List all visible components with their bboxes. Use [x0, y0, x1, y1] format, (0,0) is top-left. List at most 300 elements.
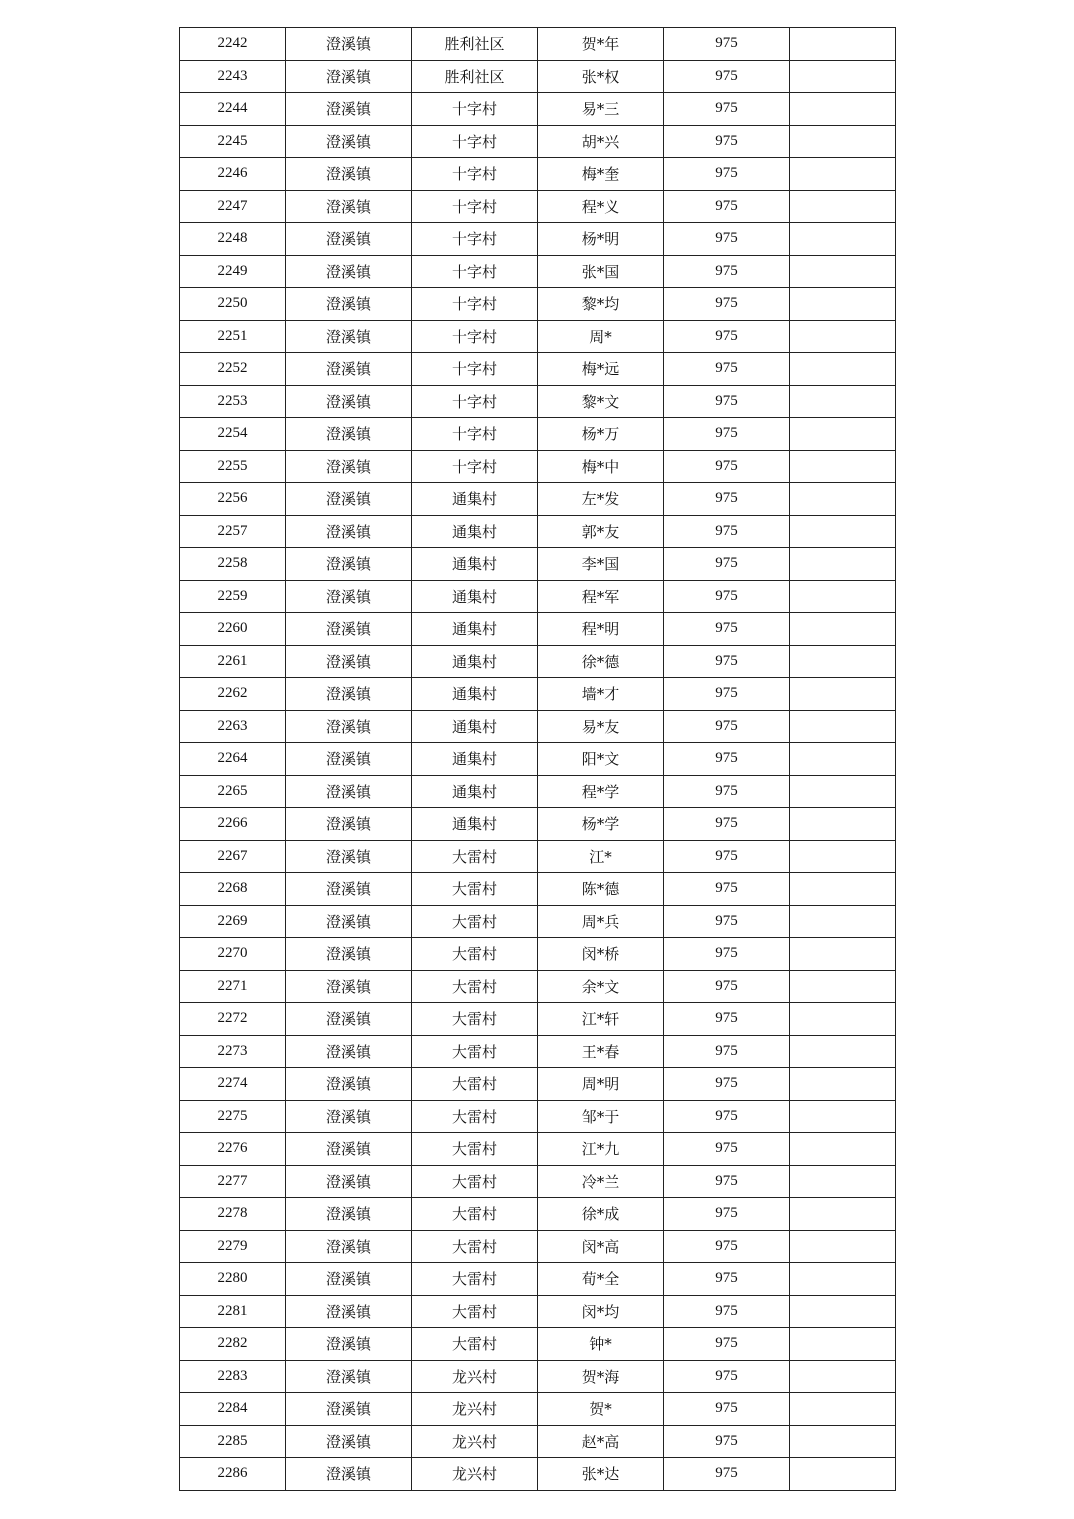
amount-cell: 975 — [664, 320, 790, 353]
table-row — [180, 905, 896, 938]
table-row — [180, 548, 896, 581]
serial-number-cell: 2285 — [180, 1425, 286, 1458]
remark-cell — [790, 905, 896, 938]
village-cell: 十字村 — [412, 288, 538, 321]
name-cell: 徐*德 — [538, 645, 664, 678]
town-cell: 澄溪镇 — [286, 125, 412, 158]
amount-cell: 975 — [664, 288, 790, 321]
town-cell: 澄溪镇 — [286, 613, 412, 646]
town-cell: 澄溪镇 — [286, 840, 412, 873]
remark-cell — [790, 450, 896, 483]
village-cell: 大雷村 — [412, 1035, 538, 1068]
village-cell: 十字村 — [412, 93, 538, 126]
serial-number-cell: 2276 — [180, 1133, 286, 1166]
village-cell: 龙兴村 — [412, 1360, 538, 1393]
name-cell: 闵*均 — [538, 1295, 664, 1328]
name-cell: 余*文 — [538, 970, 664, 1003]
village-cell: 十字村 — [412, 255, 538, 288]
village-cell: 十字村 — [412, 190, 538, 223]
village-cell: 十字村 — [412, 418, 538, 451]
serial-number-cell: 2253 — [180, 385, 286, 418]
amount-cell: 975 — [664, 1035, 790, 1068]
village-cell: 十字村 — [412, 158, 538, 191]
name-cell: 墙*才 — [538, 678, 664, 711]
remark-cell — [790, 28, 896, 61]
serial-number-cell: 2251 — [180, 320, 286, 353]
table-row — [180, 1035, 896, 1068]
town-cell: 澄溪镇 — [286, 548, 412, 581]
table-row — [180, 418, 896, 451]
village-cell: 十字村 — [412, 223, 538, 256]
table-row — [180, 93, 896, 126]
village-cell: 通集村 — [412, 613, 538, 646]
serial-number-cell: 2268 — [180, 873, 286, 906]
town-cell: 澄溪镇 — [286, 1133, 412, 1166]
remark-cell — [790, 580, 896, 613]
remark-cell — [790, 1393, 896, 1426]
remark-cell — [790, 1263, 896, 1296]
name-cell: 梅*中 — [538, 450, 664, 483]
town-cell: 澄溪镇 — [286, 808, 412, 841]
amount-cell: 975 — [664, 1100, 790, 1133]
table-row — [180, 60, 896, 93]
amount-cell: 975 — [664, 223, 790, 256]
name-cell: 周* — [538, 320, 664, 353]
amount-cell: 975 — [664, 808, 790, 841]
village-cell: 龙兴村 — [412, 1393, 538, 1426]
remark-cell — [790, 223, 896, 256]
town-cell: 澄溪镇 — [286, 1035, 412, 1068]
name-cell: 杨*明 — [538, 223, 664, 256]
town-cell: 澄溪镇 — [286, 60, 412, 93]
remark-cell — [790, 288, 896, 321]
village-cell: 大雷村 — [412, 1068, 538, 1101]
remark-cell — [790, 1360, 896, 1393]
serial-number-cell: 2247 — [180, 190, 286, 223]
village-cell: 通集村 — [412, 775, 538, 808]
name-cell: 李*国 — [538, 548, 664, 581]
name-cell: 邹*于 — [538, 1100, 664, 1133]
remark-cell — [790, 1068, 896, 1101]
town-cell: 澄溪镇 — [286, 288, 412, 321]
amount-cell: 975 — [664, 775, 790, 808]
serial-number-cell: 2275 — [180, 1100, 286, 1133]
name-cell: 杨*万 — [538, 418, 664, 451]
village-cell: 通集村 — [412, 710, 538, 743]
table-row — [180, 580, 896, 613]
village-cell: 大雷村 — [412, 1003, 538, 1036]
serial-number-cell: 2279 — [180, 1230, 286, 1263]
serial-number-cell: 2260 — [180, 613, 286, 646]
amount-cell: 975 — [664, 255, 790, 288]
remark-cell — [790, 1100, 896, 1133]
roster-table-body — [180, 28, 896, 1491]
name-cell: 闵*高 — [538, 1230, 664, 1263]
village-cell: 通集村 — [412, 548, 538, 581]
table-row — [180, 1295, 896, 1328]
town-cell: 澄溪镇 — [286, 1230, 412, 1263]
village-cell: 龙兴村 — [412, 1425, 538, 1458]
table-row — [180, 743, 896, 776]
village-cell: 通集村 — [412, 743, 538, 776]
village-cell: 大雷村 — [412, 1295, 538, 1328]
amount-cell: 975 — [664, 1295, 790, 1328]
name-cell: 钟* — [538, 1328, 664, 1361]
table-row — [180, 1133, 896, 1166]
amount-cell: 975 — [664, 1165, 790, 1198]
town-cell: 澄溪镇 — [286, 1198, 412, 1231]
name-cell: 江*九 — [538, 1133, 664, 1166]
remark-cell — [790, 938, 896, 971]
village-cell: 大雷村 — [412, 1165, 538, 1198]
village-cell: 大雷村 — [412, 1198, 538, 1231]
remark-cell — [790, 970, 896, 1003]
town-cell: 澄溪镇 — [286, 385, 412, 418]
name-cell: 赵*高 — [538, 1425, 664, 1458]
town-cell: 澄溪镇 — [286, 775, 412, 808]
amount-cell: 975 — [664, 1360, 790, 1393]
amount-cell: 975 — [664, 645, 790, 678]
town-cell: 澄溪镇 — [286, 1068, 412, 1101]
amount-cell: 975 — [664, 970, 790, 1003]
amount-cell: 975 — [664, 190, 790, 223]
town-cell: 澄溪镇 — [286, 743, 412, 776]
serial-number-cell: 2273 — [180, 1035, 286, 1068]
village-cell: 大雷村 — [412, 1230, 538, 1263]
village-cell: 胜利社区 — [412, 60, 538, 93]
town-cell: 澄溪镇 — [286, 645, 412, 678]
town-cell: 澄溪镇 — [286, 970, 412, 1003]
table-row — [180, 385, 896, 418]
village-cell: 十字村 — [412, 125, 538, 158]
remark-cell — [790, 775, 896, 808]
table-row — [180, 938, 896, 971]
table-row — [180, 873, 896, 906]
table-row — [180, 450, 896, 483]
name-cell: 周*明 — [538, 1068, 664, 1101]
serial-number-cell: 2243 — [180, 60, 286, 93]
serial-number-cell: 2264 — [180, 743, 286, 776]
town-cell: 澄溪镇 — [286, 320, 412, 353]
table-row — [180, 645, 896, 678]
name-cell: 冷*兰 — [538, 1165, 664, 1198]
table-row — [180, 353, 896, 386]
serial-number-cell: 2263 — [180, 710, 286, 743]
serial-number-cell: 2270 — [180, 938, 286, 971]
town-cell: 澄溪镇 — [286, 1328, 412, 1361]
name-cell: 贺*海 — [538, 1360, 664, 1393]
table-row — [180, 158, 896, 191]
village-cell: 通集村 — [412, 515, 538, 548]
serial-number-cell: 2261 — [180, 645, 286, 678]
serial-number-cell: 2280 — [180, 1263, 286, 1296]
town-cell: 澄溪镇 — [286, 418, 412, 451]
serial-number-cell: 2245 — [180, 125, 286, 158]
amount-cell: 975 — [664, 418, 790, 451]
table-row — [180, 223, 896, 256]
name-cell: 张*权 — [538, 60, 664, 93]
amount-cell: 975 — [664, 1263, 790, 1296]
village-cell: 胜利社区 — [412, 28, 538, 61]
town-cell: 澄溪镇 — [286, 1360, 412, 1393]
amount-cell: 975 — [664, 548, 790, 581]
village-cell: 大雷村 — [412, 1263, 538, 1296]
table-row — [180, 840, 896, 873]
remark-cell — [790, 1458, 896, 1491]
serial-number-cell: 2250 — [180, 288, 286, 321]
name-cell: 阳*文 — [538, 743, 664, 776]
serial-number-cell: 2271 — [180, 970, 286, 1003]
remark-cell — [790, 125, 896, 158]
town-cell: 澄溪镇 — [286, 873, 412, 906]
table-row — [180, 1360, 896, 1393]
table-row — [180, 1458, 896, 1491]
name-cell: 贺*年 — [538, 28, 664, 61]
amount-cell: 975 — [664, 905, 790, 938]
serial-number-cell: 2281 — [180, 1295, 286, 1328]
table-row — [180, 1393, 896, 1426]
town-cell: 澄溪镇 — [286, 515, 412, 548]
remark-cell — [790, 515, 896, 548]
name-cell: 黎*均 — [538, 288, 664, 321]
serial-number-cell: 2269 — [180, 905, 286, 938]
name-cell: 梅*奎 — [538, 158, 664, 191]
table-row — [180, 1003, 896, 1036]
village-cell: 大雷村 — [412, 905, 538, 938]
village-cell: 通集村 — [412, 483, 538, 516]
amount-cell: 975 — [664, 1458, 790, 1491]
serial-number-cell: 2252 — [180, 353, 286, 386]
remark-cell — [790, 645, 896, 678]
town-cell: 澄溪镇 — [286, 1263, 412, 1296]
remark-cell — [790, 1295, 896, 1328]
roster-table — [179, 27, 896, 1491]
town-cell: 澄溪镇 — [286, 353, 412, 386]
serial-number-cell: 2256 — [180, 483, 286, 516]
table-row — [180, 1100, 896, 1133]
town-cell: 澄溪镇 — [286, 938, 412, 971]
name-cell: 杨*学 — [538, 808, 664, 841]
amount-cell: 975 — [664, 385, 790, 418]
table-row — [180, 515, 896, 548]
table-row — [180, 28, 896, 61]
serial-number-cell: 2272 — [180, 1003, 286, 1036]
name-cell: 张*达 — [538, 1458, 664, 1491]
town-cell: 澄溪镇 — [286, 93, 412, 126]
village-cell: 大雷村 — [412, 938, 538, 971]
amount-cell: 975 — [664, 938, 790, 971]
serial-number-cell: 2284 — [180, 1393, 286, 1426]
amount-cell: 975 — [664, 1230, 790, 1263]
table-row — [180, 288, 896, 321]
name-cell: 程*义 — [538, 190, 664, 223]
name-cell: 胡*兴 — [538, 125, 664, 158]
table-row — [180, 255, 896, 288]
amount-cell: 975 — [664, 1133, 790, 1166]
town-cell: 澄溪镇 — [286, 255, 412, 288]
name-cell: 易*三 — [538, 93, 664, 126]
town-cell: 澄溪镇 — [286, 678, 412, 711]
remark-cell — [790, 385, 896, 418]
village-cell: 大雷村 — [412, 840, 538, 873]
village-cell: 通集村 — [412, 580, 538, 613]
village-cell: 十字村 — [412, 320, 538, 353]
remark-cell — [790, 1165, 896, 1198]
remark-cell — [790, 60, 896, 93]
amount-cell: 975 — [664, 28, 790, 61]
table-row — [180, 808, 896, 841]
table-row — [180, 775, 896, 808]
remark-cell — [790, 1425, 896, 1458]
serial-number-cell: 2277 — [180, 1165, 286, 1198]
table-row — [180, 1425, 896, 1458]
remark-cell — [790, 1133, 896, 1166]
amount-cell: 975 — [664, 353, 790, 386]
village-cell: 大雷村 — [412, 1328, 538, 1361]
name-cell: 程*军 — [538, 580, 664, 613]
serial-number-cell: 2246 — [180, 158, 286, 191]
town-cell: 澄溪镇 — [286, 1100, 412, 1133]
town-cell: 澄溪镇 — [286, 1003, 412, 1036]
remark-cell — [790, 190, 896, 223]
remark-cell — [790, 840, 896, 873]
village-cell: 通集村 — [412, 678, 538, 711]
name-cell: 江* — [538, 840, 664, 873]
amount-cell: 975 — [664, 450, 790, 483]
remark-cell — [790, 1198, 896, 1231]
town-cell: 澄溪镇 — [286, 223, 412, 256]
village-cell: 通集村 — [412, 645, 538, 678]
village-cell: 大雷村 — [412, 1133, 538, 1166]
amount-cell: 975 — [664, 580, 790, 613]
remark-cell — [790, 320, 896, 353]
serial-number-cell: 2265 — [180, 775, 286, 808]
name-cell: 贺* — [538, 1393, 664, 1426]
serial-number-cell: 2249 — [180, 255, 286, 288]
name-cell: 闵*桥 — [538, 938, 664, 971]
table-row — [180, 613, 896, 646]
village-cell: 龙兴村 — [412, 1458, 538, 1491]
amount-cell: 975 — [664, 873, 790, 906]
name-cell: 程*明 — [538, 613, 664, 646]
name-cell: 张*国 — [538, 255, 664, 288]
table-row — [180, 1165, 896, 1198]
serial-number-cell: 2274 — [180, 1068, 286, 1101]
table-row — [180, 190, 896, 223]
table-row — [180, 710, 896, 743]
table-row — [180, 970, 896, 1003]
amount-cell: 975 — [664, 613, 790, 646]
village-cell: 大雷村 — [412, 1100, 538, 1133]
name-cell: 梅*远 — [538, 353, 664, 386]
town-cell: 澄溪镇 — [286, 1458, 412, 1491]
table-row — [180, 1328, 896, 1361]
remark-cell — [790, 158, 896, 191]
name-cell: 黎*文 — [538, 385, 664, 418]
town-cell: 澄溪镇 — [286, 710, 412, 743]
table-row — [180, 678, 896, 711]
town-cell: 澄溪镇 — [286, 190, 412, 223]
town-cell: 澄溪镇 — [286, 483, 412, 516]
serial-number-cell: 2286 — [180, 1458, 286, 1491]
remark-cell — [790, 353, 896, 386]
table-row — [180, 483, 896, 516]
serial-number-cell: 2257 — [180, 515, 286, 548]
remark-cell — [790, 743, 896, 776]
name-cell: 徐*成 — [538, 1198, 664, 1231]
serial-number-cell: 2254 — [180, 418, 286, 451]
name-cell: 江*轩 — [538, 1003, 664, 1036]
amount-cell: 975 — [664, 1393, 790, 1426]
serial-number-cell: 2248 — [180, 223, 286, 256]
remark-cell — [790, 418, 896, 451]
amount-cell: 975 — [664, 515, 790, 548]
town-cell: 澄溪镇 — [286, 1393, 412, 1426]
serial-number-cell: 2255 — [180, 450, 286, 483]
remark-cell — [790, 255, 896, 288]
serial-number-cell: 2242 — [180, 28, 286, 61]
village-cell: 大雷村 — [412, 970, 538, 1003]
remark-cell — [790, 1003, 896, 1036]
serial-number-cell: 2283 — [180, 1360, 286, 1393]
name-cell: 左*发 — [538, 483, 664, 516]
name-cell: 周*兵 — [538, 905, 664, 938]
name-cell: 王*春 — [538, 1035, 664, 1068]
table-row — [180, 1263, 896, 1296]
town-cell: 澄溪镇 — [286, 580, 412, 613]
town-cell: 澄溪镇 — [286, 1165, 412, 1198]
serial-number-cell: 2244 — [180, 93, 286, 126]
serial-number-cell: 2266 — [180, 808, 286, 841]
town-cell: 澄溪镇 — [286, 1425, 412, 1458]
name-cell: 荀*全 — [538, 1263, 664, 1296]
town-cell: 澄溪镇 — [286, 1295, 412, 1328]
serial-number-cell: 2259 — [180, 580, 286, 613]
table-row — [180, 125, 896, 158]
remark-cell — [790, 873, 896, 906]
amount-cell: 975 — [664, 1198, 790, 1231]
remark-cell — [790, 548, 896, 581]
name-cell: 易*友 — [538, 710, 664, 743]
table-row — [180, 1068, 896, 1101]
amount-cell: 975 — [664, 1003, 790, 1036]
amount-cell: 975 — [664, 840, 790, 873]
amount-cell: 975 — [664, 125, 790, 158]
table-row — [180, 1198, 896, 1231]
amount-cell: 975 — [664, 743, 790, 776]
remark-cell — [790, 1230, 896, 1263]
amount-cell: 975 — [664, 158, 790, 191]
serial-number-cell: 2278 — [180, 1198, 286, 1231]
serial-number-cell: 2267 — [180, 840, 286, 873]
village-cell: 十字村 — [412, 385, 538, 418]
name-cell: 陈*德 — [538, 873, 664, 906]
amount-cell: 975 — [664, 93, 790, 126]
remark-cell — [790, 1328, 896, 1361]
table-row — [180, 1230, 896, 1263]
amount-cell: 975 — [664, 483, 790, 516]
remark-cell — [790, 710, 896, 743]
table-row — [180, 320, 896, 353]
village-cell: 通集村 — [412, 808, 538, 841]
remark-cell — [790, 808, 896, 841]
serial-number-cell: 2262 — [180, 678, 286, 711]
amount-cell: 975 — [664, 1328, 790, 1361]
town-cell: 澄溪镇 — [286, 450, 412, 483]
serial-number-cell: 2282 — [180, 1328, 286, 1361]
village-cell: 十字村 — [412, 450, 538, 483]
amount-cell: 975 — [664, 678, 790, 711]
